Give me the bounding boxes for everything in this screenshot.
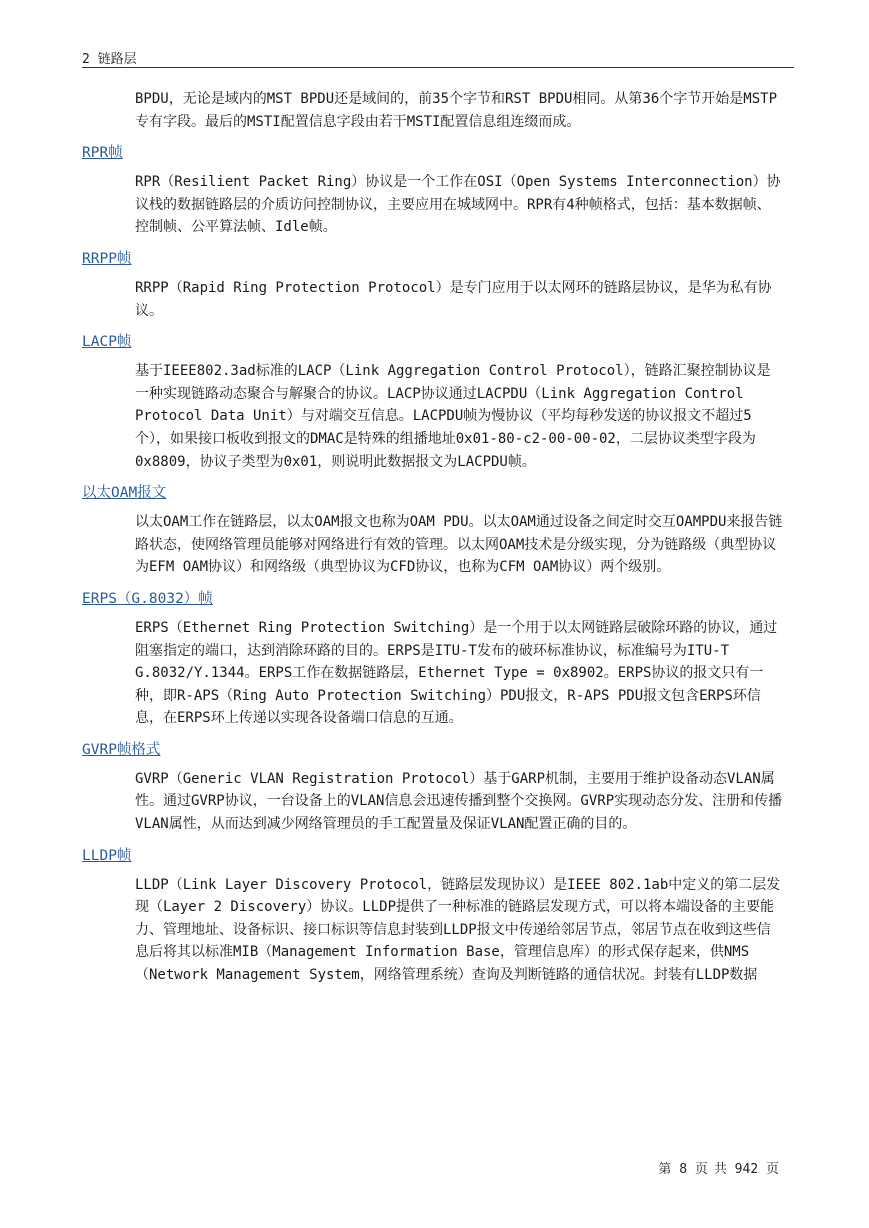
section-gvrp: [82, 730, 794, 836]
section-ethernet-oam: [82, 473, 794, 579]
page-footer: [658, 1158, 785, 1177]
section-lldp: [82, 836, 794, 987]
section-body: 基于IEEE802.3ad标准的LACP（Link Aggregation Control Protocol），链路汇聚控制协议是一种实现链路动态聚合与解聚合的协议。LACP协议通过LACPDU（Link Aggregation Control Protocol Data Unit）与对端交互信息。LACPDU帧为慢协议（平均每秒发送的协议报文不超过5个），如果接口板收到报文的DMAC是特殊的组播地址0x01-80-c2-00-00-02，二层协议类型字段为0x8809，协议子类型为0x01，则说明此数据报文为LACPDU帧。: [135, 363, 771, 470]
section-lacp: [82, 322, 794, 473]
section-title-link[interactable]: RRPP帧: [82, 250, 132, 267]
section-body: ERPS（Ethernet Ring Protection Switching）是一个用于以太网链路层破除环路的协议，通过阻塞指定的端口，达到消除环路的目的。ERPS是ITU-T发布的破环标准协议，标准编号为ITU-T G.8032/Y.1344。ERPS工作在数据链路层，Ethernet Type = 0x8902。ERPS协议的报文只有一种，即R-APS（Ring Auto Protection Switching）PDU报文，R-APS PDU报文包含ERPS环信息，在ERPS环上传递以实现各设备端口信息的互通。: [135, 619, 778, 727]
section-title-link[interactable]: 以太OAM报文: [82, 485, 167, 502]
section-body: RPR（Resilient Packet Ring）协议是一个工作在OSI（Open Systems Interconnection）协议栈的数据链路层的介质访问控制协议，主要应用在城域网中。RPR有4种帧格式，包括：基本数据帧、控制帧、公平算法帧、Idle帧。: [135, 174, 781, 236]
page-number: 第 8 页: [658, 1162, 708, 1177]
section-title-link[interactable]: LACP帧: [82, 334, 132, 351]
section-title-link[interactable]: GVRP帧格式: [82, 741, 161, 758]
section-erps: [82, 579, 794, 730]
section-title-link[interactable]: RPR帧: [82, 145, 123, 162]
section-rrpp: [82, 239, 794, 322]
header-divider: [82, 67, 794, 68]
section-body: RRPP（Rapid Ring Protection Protocol）是专门应用于以太网环的链路层协议，是华为私有协议。: [135, 279, 772, 319]
section-title-link[interactable]: LLDP帧: [82, 847, 132, 864]
page-header: 2 链路层: [82, 52, 137, 67]
document-body: [82, 88, 794, 987]
page-total: 共 942 页: [713, 1162, 779, 1177]
section-rpr: [82, 133, 794, 239]
intro-paragraph: BPDU，无论是域内的MST BPDU还是域间的，前35个字节和RST BPDU相同。从第36个字节开始是MSTP专有字段。最后的MSTI配置信息字段由若干MSTI配置信息组连缀而成。: [135, 91, 778, 130]
section-body: LLDP（Link Layer Discovery Protocol，链路层发现协议）是IEEE 802.1ab中定义的第二层发现（Layer 2 Discovery）协议。LLDP提供了一种标准的链路层发现方式，可以将本端设备的主要能力、管理地址、设备标识、接口标识等信息封装到LLDP报文中传递给邻居节点，邻居节点在收到这些信息后将其以标准MIB（Management Information Base，管理信息库）的形式保存起来，供NMS（Network Management System，网络管理系统）查询及判断链路的通信状况。封装有LLDP数据: [135, 876, 781, 984]
section-body: GVRP（Generic VLAN Registration Protocol）基于GARP机制，主要用于维护设备动态VLAN属性。通过GVRP协议，一台设备上的VLAN信息会迅速传播到整个交换网。GVRP实现动态分发、注册和传播VLAN属性，从而达到减少网络管理员的手工配置量及保证VLAN配置正确的目的。: [135, 770, 783, 833]
section-title-link[interactable]: ERPS（G.8032）帧: [82, 590, 213, 607]
section-body: 以太OAM工作在链路层，以太OAM报文也称为OAM PDU。以太OAM通过设备之间定时交互OAMPDU来报告链路状态，使网络管理员能够对网络进行有效的管理。以太网OAM技术是分级实现，分为链路级（典型协议为EFM OAM协议）和网络级（典型协议为CFD协议，也称为CFM OAM协议）两个级别。: [135, 514, 783, 576]
